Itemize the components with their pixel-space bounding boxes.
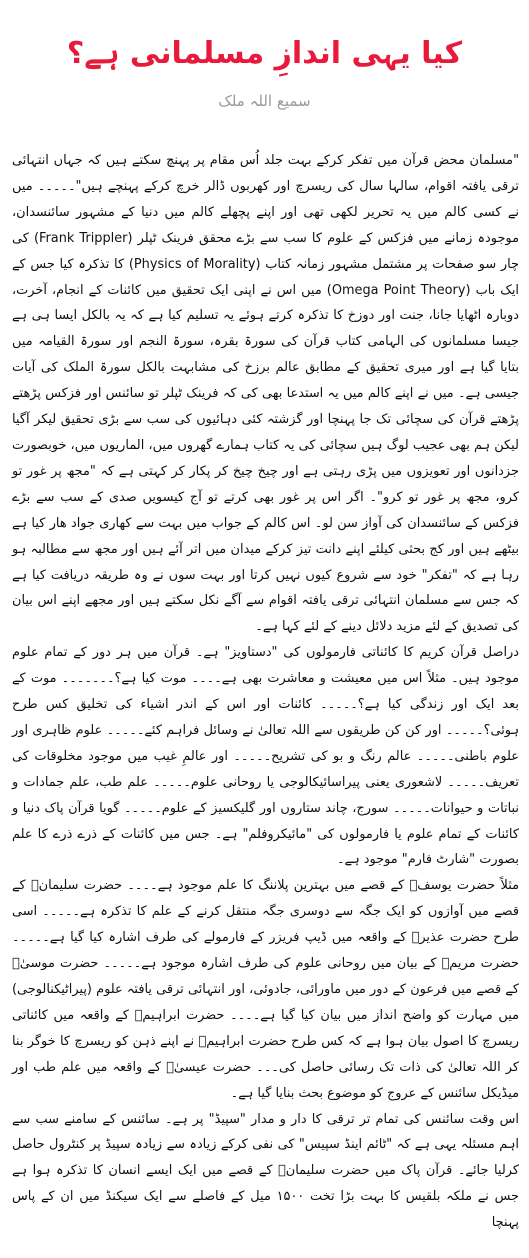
paragraph: دراصل قرآن کریم کا کائناتی فارمولوں کی "دستاویز" ہے۔ قرآن میں ہر دور کے تمام علوم موجود ہیں۔ مثلاً اس میں معیشت و معاشرت بھی ہے۔۔۔۔ موت کیا ہے؟۔۔۔۔۔۔۔ موت کے بعد ایک اور زندگی کیا ہے؟۔۔۔۔۔ کائنات اور اس کے اندر اشیاء کی تخلیق کس طرح ہوئی؟۔۔۔۔۔ اور کن کن طریقوں سے اللہ تعالیٰ نے وسائل فراہم کئے۔۔۔۔۔ علوم ظاہری اور علوم باطنی۔۔۔۔۔ عالم رنگ و بو کی تشریح۔۔۔۔۔ اور عالمِ غیب میں موجود مخلوقات کی تعریف۔۔۔۔۔ لاشعوری یعنی پیراسائیکالوجی یا روحانی علوم۔۔۔۔۔ علم طب، علم جمادات و نباتات و حیوانات۔۔۔۔۔ سورج، چاند ستاروں اور گلیکسیز کے علوم۔۔۔۔۔ گویا قرآن پاک دنیا و کائنات کے تمام علوم یا فارمولوں کی "مائیکروفلم" ہے۔ جس میں کائنات کے ذرے ذرے کا علم بصورت "شارٹ فارم" موجود ہے۔ xyxy=(12,645,519,868)
article-title: کیا یہی اندازِ مسلمانی ہے؟ xyxy=(66,36,463,71)
author-byline: سمیع اللہ ملک xyxy=(218,92,311,110)
paragraph: مثلاً حضرت یوسفؑ کے قصے میں بہترین پلاننگ کا علم موجود ہے۔۔۔۔ حضرت سلیمانؑ کے قصے میں آوازوں کو ایک جگہ سے دوسری جگہ منتقل کرنے کے علم کا تذکرہ ہے۔۔۔۔۔ اسی طرح حضرت عذیرؑ کے واقعہ میں ڈیپ فریزر کے فارمولے کی طرف اشارہ کیا گیا ہے۔۔۔۔۔ حضرت مریمؑ کے بیان میں روحانی علوم کی طرف اشارہ موجود ہے۔۔۔۔۔ حضرت موسیٰؑ کے قصے میں فرعون کے دور میں ماورائی، جادوئی، اور انتہائی ترقی یافتہ علوم (پیراٹیکنالوجی) میں مہارت کو واضح انداز میں بیان کیا گیا ہے۔۔۔۔ حضرت ابراہیمؑ کے واقعہ میں کائناتی ریسرچ کا اصول بیان ہوا ہے کہ کس طرح حضرت ابراہیمؑ نے اپنے ذہن کو ریسرچ کا خوگر بنا کر اللہ تعالیٰ کی ذات تک رسائی حاصل کی۔۔۔ حضرت عیسیٰؑ کے واقعہ میں علم طب اور میڈیکل سائنس کے عروج کو موضوع بحث بنایا گیا ہے۔ xyxy=(12,878,519,1101)
article-body xyxy=(12,148,519,1236)
paragraph: "مسلمان محض قرآن میں تفکر کرکے بہت جلد اُس مقام پر پہنچ سکتے ہیں کہ جہاں انتہائی ترقی یافتہ اقوام، سالہا سال کی ریسرچ اور کھربوں ڈالر خرچ کرکے پہنچے ہیں"۔۔۔۔۔ میں نے کسی کالم میں یہ تحریر لکھی تھی اور اپنے پچھلے کالم میں دنیا کے مشہور سائنسدان، موجودہ زمانے میں فزکس کے علوم کا سب سے بڑے محقق فرینک ٹپلر (Frank Trippler) کی چار سو صفحات پر مشتمل مشہور زمانہ کتاب (Physics of Morality) کا تذکرہ کیا جس کے ایک باب (Omega Point Theory) میں اس نے اپنی ایک تحقیق میں کائنات کے انجام، آخرت، دوبارہ اٹھایا جانا، جنت اور دوزخ کا تذکرہ کرتے ہوئے یہ تسلیم کیا ہے کہ یہ بالکل ایسا ہی ہے جیسا مسلمانوں کی الہامی کتاب قرآن کی سورۃ بقرہ، سورۃ النجم اور سورۃ القیامہ میں بتایا گیا ہے اور میری تحقیق کے مطابق عالم برزخ کی مشابہت بالکل سورۃ الملک کی آیات جیسی ہے۔ میں نے اپنے کالم میں یہ استدعا بھی کی کہ فرینک ٹپلر تو سائنس اور فزکس پڑھتے پڑھتے قرآن کی سچائی تک جا پہنچا اور گزشتہ کئی دہائیوں کی سب سے بڑی تحقیق لیکر آگیا لیکن ہم بھی عجیب لوگ ہیں سچائی کی یہ کتاب ہمارے گھروں میں، الماریوں میں، خوبصورت جزدانوں اور تعویزوں میں پڑی رہتی ہے اور چیخ چیخ کر پکار کر کہتی ہے کہ "مجھ پر غور تو کرو، مجھ پر غور تو کرو"۔ اگر اس پر غور بھی کرتے تو آج کیسویں صدی کے سب سے بڑے فزکس کے سائنسدان کی آواز سن لو۔ اس کالم کے جواب میں بہت سے کھاری جواد ھار کیا ہے بیٹھے ہیں اور کج بحثی کیلئے اپنے دانت تیز کرکے میدان میں اتر آئے ہیں اور مجھ سے مطالبہ ہو رہا ہے کہ "تفکر" خود سے شروع کیوں نہیں کرتا اور بہت سوں نے وہ طریقہ دریافت کیا ہے کہ جس سے مسلمان انتہائی ترقی یافتہ اقوام سے آگے نکل سکتے ہیں اور مجھے اپنے اس بیان کی تصدیق کے لئے مزید دلائل دینے کے لئے کہا ہے۔ xyxy=(12,153,519,635)
paragraph: اس وقت سائنس کی تمام تر ترقی کا دار و مدار "سپیڈ" پر ہے۔ سائنس کے سامنے سب سے اہم مسئلہ یہی ہے کہ "ٹائم اینڈ سپیس" کی نفی کرکے زیادہ سے زیادہ سپیڈ پر کنٹرول حاصل کرلیا جائے۔ قرآن پاک میں حضرت سلیمانؑ کے قصے میں ایک ایسے انسان کا تذکرہ ہوا ہے جس نے ملکہ بلقیس کا بہت بڑا تخت ۱۵۰۰ میل کے فاصلے سے ایک سیکنڈ میں ان کے پاس پہنچا xyxy=(12,1111,519,1231)
